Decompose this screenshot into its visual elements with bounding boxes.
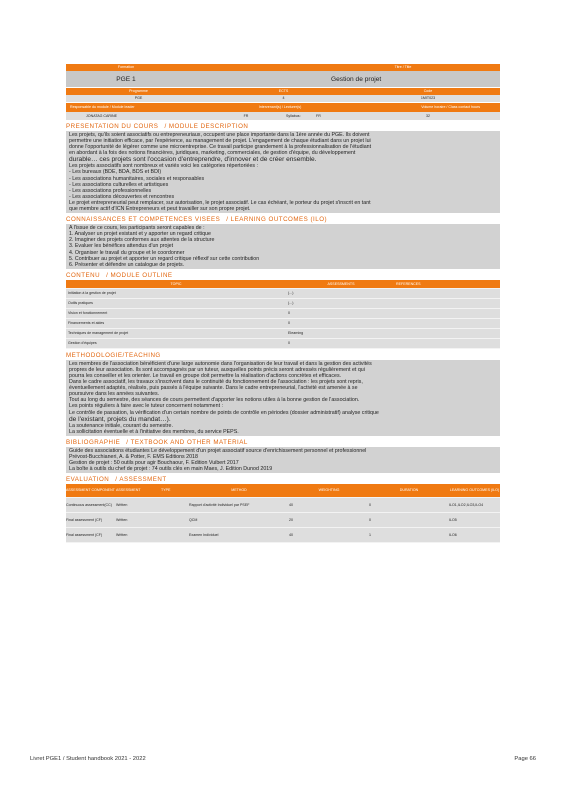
programme-header-row	[66, 88, 500, 95]
table-row: Vision et fonctionnement 0	[66, 309, 500, 319]
assessment-table	[66, 484, 500, 543]
programme-value: PGE	[134, 96, 143, 101]
formation-value-row	[66, 71, 500, 87]
outline-header-assessments: ASSESSMENTS	[327, 281, 355, 286]
page-footer	[30, 756, 536, 762]
ects-label: ECTS	[278, 89, 289, 94]
outline-header-references: REFERENCES	[396, 281, 421, 286]
hours-value: 32	[426, 113, 430, 118]
langue-value: FR	[243, 113, 249, 118]
outline-header-row	[66, 280, 500, 289]
table-row: Gestion d'équipes 0	[66, 339, 500, 349]
responsable-value: JONATAG CARINE	[86, 113, 118, 118]
handbook-page	[66, 64, 500, 543]
syllabus-value: FR	[316, 113, 321, 118]
title-label: Titre / Title	[394, 65, 412, 70]
syllabus-label: Syllabus:	[286, 113, 301, 118]
table-row: Outils pratiques (...)	[66, 299, 500, 309]
volume-label: Volume horaire / Class contact hours	[421, 105, 480, 110]
module-title: Gestion de projet	[331, 75, 382, 83]
assessment-header-row: ASSESSMENT COMPONENT ASSESSMENT TYPE METHOD WEIGHTING DURATION LEARNING OUTCOMES (ILO)	[66, 484, 500, 498]
footer-handbook-label: Livret PGE1 / Student handbook 2021 - 2022	[30, 756, 146, 762]
programme-label: Programme	[129, 89, 148, 94]
section-title-learning-outcomes: CONNAISSANCES ET COMPETENCES VISEES / LEARNING OUTCOMES (ILO)	[66, 216, 328, 224]
ects-value: 4	[282, 96, 285, 101]
section-title-assessment: EVALUATION / ASSESSMENT	[66, 476, 167, 484]
footer-page-number: Page 66	[514, 756, 536, 762]
programme-value-row	[66, 95, 500, 102]
outline-header-topic: TOPIC	[170, 281, 182, 286]
teaching-text: Les membres de l'association bénéficient d'une large autonomie dans l'organisation de leur travail et dans la gestion des activités propres de leur association. Ils sont accompagnés par un tuteur, auxquelles points précis seront adressés régulièrement et qui pourra les conseiller et les orienter. Le travail en groupe doit permettre la réalisation d'actions concrètes et efficaces. Dans le cadre associatif, les travaux s'inscrivent dans le continuité du fonctionnement de l'association : les projets sont repris, éventuellement adaptés, réalisés, puis passés à l'équipe suivante. Dans le cadre entrepreneurial, l'activité est amenée à se poursuivre dans les années suivantes. Tout au long du semestre, des séances de cours permettent d'apporter les notions utiles à la bonne gestion de l'association. Les points réguliers à faire avec le tuteur concernent notamment : Le contrôle de passation, la vérification d'un certain nombre de points de contrôle en périodes (dossier administratif) analyse critique de l'existant, projets du mandat…). La soutenance initiale, courant du semestre. La sollicitation éventuelle et à l'initiative des membres, du service PEPS.	[66, 360, 500, 436]
section-title-teaching: METHODOLOGIE/TEACHING	[66, 351, 161, 359]
responsable-header-row	[66, 103, 500, 112]
responsable-label: Responsable du module / Module leader	[70, 105, 135, 110]
responsable-value-row	[66, 112, 500, 120]
outline-table	[66, 280, 500, 349]
learning-outcomes-text: A l'issue de ce cours, les participants seront capables de : 1. Analyser un projet existant et y apporter un regard critique 2. Imaginer des projets conformes aux attentes de la structure 3. Evaluer les bénéfices attendus d'un projet 4. Organiser le travail du groupe et le coordonner 5. Contribuer au projet et apporter un regard critique réflexif sur cette contribution 6. Présenter et défendre un catalogue de projets.	[66, 224, 500, 269]
formation-header-row	[66, 64, 500, 71]
section-title-bibliography: BIBLIOGRAPHIE / TEXTBOOK AND OTHER MATERIAL	[66, 438, 248, 446]
table-row: Initiation à la gestion de projet (...)	[66, 289, 500, 299]
table-row: Financements et aides 0	[66, 319, 500, 329]
formation-value: PGE 1	[116, 75, 136, 83]
table-row: Final assessment (CF) Written Examen Individuel 40 1 ILO6	[66, 528, 500, 543]
table-row: Final assessment (CF) Written QCM 20 0 ILO5	[66, 513, 500, 528]
table-row: Techniques de management de projet Elearning	[66, 329, 500, 339]
formation-label: Formation	[117, 65, 135, 70]
intervenants-label: Intervenant(s) / Lecturer(s)	[258, 105, 302, 110]
table-row: Continuous assessment(CC) Written Rapport d'activité Individuel par PSEF 40 0 ILO1,ILO2,ILO3,ILO4	[66, 498, 500, 513]
code-label: Code	[423, 89, 433, 94]
bibliography-text: Guide des associations étudiantes Le développement d'un projet associatif source d'enrichissement personnel et professionnel Prévost-Bucchianeri, A. & Potter, F. EMS Editions 2018 Gestion de projet : 50 outils pour agir Bouchaour, F. Edition Vuibert 2017 La boîte à outils du chef de projet : 74 outils clés en main Maes, J. Edition Dunod 2019	[66, 447, 500, 473]
code-value: 1MIT023	[420, 96, 436, 101]
section-title-module-outline: CONTENU / MODULE OUTLINE	[66, 271, 173, 279]
section-title-presentation: PRESENTATION DU COURS / MODULE DESCRIPTION	[66, 123, 249, 130]
presentation-text: Les projets, qu'ils soient associatifs ou entrepreneuriaux, occupent une place importante dans la 1ère année du PGE. Ils doivent permettre une initiation efficace, par l'expérience, au management de projet. L'engagement de chaque étudiant dans un projet lui donne l'opportunité de légérer comme une microentreprise. Ce travail participe grandement à la professionnalisation de l'étudiant en abordant à la fois des notions financières, juridiques, marketing, commerciales, de gestion d'équipe, du développement durable… ces projets sont l'occasion d'entreprendre, d'innover et de créer ensemble. Les projets associatifs sont nombreux et variés voici les catégories répertoriées : - Les bureaux (BDE, BDA, BDS et BDI) - Les associations humanitaires, sociales et responsables - Les associations culturelles et artistiques - Les associations professionnelles - Les associations découvertes et rencontres Le projet entrepreneurial peut remplacer, sur autorisation, le projet associatif. Le cas échéant, le porteur du projet s'inscrit en tant que membre actif d'ICN Entrepreneurs et peut travailler sur son propre projet.	[66, 131, 500, 213]
